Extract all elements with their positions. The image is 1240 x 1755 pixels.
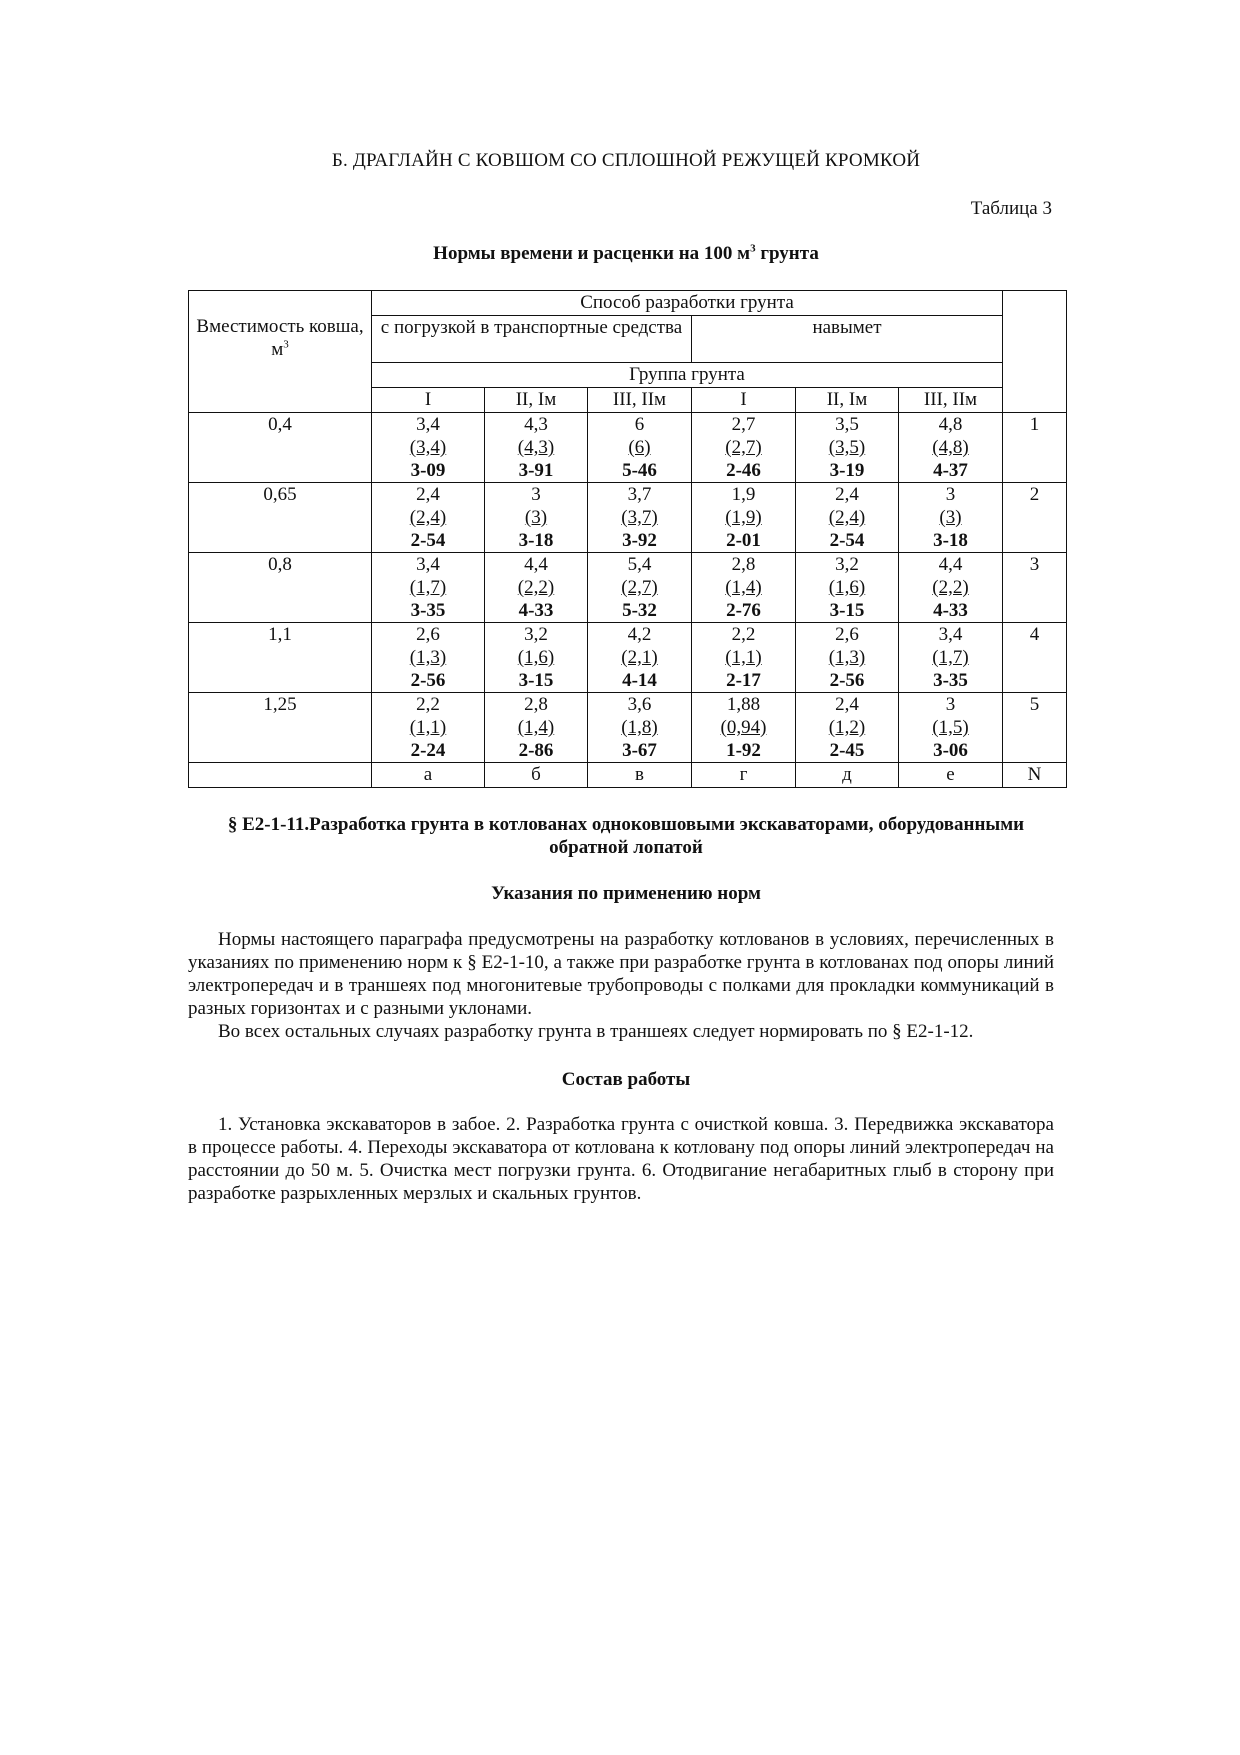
norm-rate: 2-01	[726, 530, 761, 551]
norm-time-machine: (2,4)	[828, 507, 866, 528]
norm-rate: 2-45	[829, 740, 865, 761]
norm-rate: 4-33	[933, 600, 968, 621]
norm-time-machine: (1,8)	[621, 717, 658, 738]
composition-text	[188, 1113, 1054, 1205]
norm-time: 3,4	[416, 554, 440, 575]
norm-time-machine: (1,3)	[828, 647, 866, 668]
norm-time: 2,4	[835, 694, 859, 715]
norm-cell	[796, 693, 899, 763]
norm-time: 3,7	[627, 484, 652, 505]
norm-time: 3,5	[835, 414, 859, 435]
table-caption-superscript: 3	[750, 242, 756, 255]
table-caption-text: Нормы времени и расценки на 100 м	[433, 243, 751, 264]
norm-cell	[796, 553, 899, 623]
norm-time-machine: (2,2)	[932, 577, 969, 598]
norm-rate: 3-18	[933, 530, 968, 551]
norm-cell	[692, 413, 796, 483]
column-letter: в	[588, 763, 692, 788]
norm-cell	[485, 413, 588, 483]
column-letter: а	[372, 763, 485, 788]
table-row	[189, 553, 1067, 623]
table-row	[189, 693, 1067, 763]
norm-time: 4,2	[627, 624, 652, 645]
norm-time: 6	[634, 414, 645, 435]
norm-cell	[796, 623, 899, 693]
number-header-cell	[1003, 291, 1067, 413]
norm-cell	[692, 693, 796, 763]
norm-rate: 3-92	[622, 530, 657, 551]
norm-rate: 5-32	[622, 600, 657, 621]
norm-time: 4,4	[938, 554, 963, 575]
norm-cell	[692, 553, 796, 623]
norm-time: 4,4	[524, 554, 548, 575]
norm-time: 3	[531, 484, 541, 505]
norm-rate: 3-15	[518, 670, 554, 691]
paragraph-title: § Е2-1-11.Разработка грунта в котлованах одноковшовыми экскаваторами, оборудованными обратной лопатой	[227, 814, 1025, 858]
norm-cell	[372, 413, 485, 483]
norm-rate: 2-24	[410, 740, 446, 761]
norm-cell	[588, 623, 692, 693]
norm-cell	[485, 553, 588, 623]
row-number-cell: 4	[1003, 623, 1067, 693]
norm-time-machine: (1,9)	[725, 507, 762, 528]
row-number-cell: 5	[1003, 693, 1067, 763]
group-label: II, Iм	[796, 388, 899, 413]
norm-rate: 4-37	[933, 460, 968, 481]
norm-rate: 2-86	[518, 740, 554, 761]
norm-rate: 4-33	[518, 600, 554, 621]
column-letter: е	[899, 763, 1003, 788]
norm-cell	[899, 623, 1003, 693]
norm-time: 3	[945, 484, 956, 505]
norm-cell	[899, 413, 1003, 483]
norm-time: 3,4	[416, 414, 440, 435]
norm-time-machine: (1,4)	[725, 577, 762, 598]
norm-time: 3,2	[524, 624, 548, 645]
n-label: N	[1003, 763, 1067, 788]
empty-cell	[189, 763, 372, 788]
norm-cell	[485, 693, 588, 763]
table-row	[189, 623, 1067, 693]
norm-time: 3	[945, 694, 956, 715]
norm-time-machine: (2,7)	[725, 437, 762, 458]
norm-rate: 1-92	[726, 740, 761, 761]
table-caption-tail: грунта	[755, 243, 819, 264]
norm-rate: 2-54	[829, 530, 865, 551]
norm-time: 2,4	[416, 484, 440, 505]
norm-cell	[372, 553, 485, 623]
norm-time: 2,2	[416, 694, 440, 715]
row-number-cell: 3	[1003, 553, 1067, 623]
table-row	[189, 413, 1067, 483]
norm-time-machine: (3,5)	[828, 437, 866, 458]
capacity-cell: 0,4	[189, 413, 372, 483]
norm-rate: 2-56	[410, 670, 446, 691]
norm-rate: 3-67	[622, 740, 657, 761]
instructions-paragraph-2: Во всех остальных случаях разработку грунта в траншеях следует нормировать по § Е2-1-12.	[218, 1021, 974, 1042]
table-row	[189, 483, 1067, 553]
norm-rate: 3-91	[518, 460, 554, 481]
norm-time: 2,4	[835, 484, 859, 505]
group-label: I	[372, 388, 485, 413]
instructions-text	[188, 928, 1054, 1043]
norm-time-machine: (2,1)	[621, 647, 658, 668]
norm-time-machine: (1,1)	[409, 717, 447, 738]
norm-cell	[372, 483, 485, 553]
instructions-title: Указания по применению норм	[491, 883, 761, 904]
capacity-header-superscript: 3	[283, 338, 289, 351]
norm-cell	[692, 483, 796, 553]
composition-title: Состав работы	[561, 1069, 691, 1090]
method-loading-header: с погрузкой в транспортные средства	[372, 316, 692, 363]
column-letter: д	[796, 763, 899, 788]
capacity-cell: 0,8	[189, 553, 372, 623]
norm-rate: 3-19	[829, 460, 865, 481]
group-label: II, Iм	[485, 388, 588, 413]
method-header: Способ разработки грунта	[372, 291, 1003, 316]
norm-rate: 2-76	[726, 600, 761, 621]
norm-cell	[588, 483, 692, 553]
norm-time-machine: (2,7)	[621, 577, 658, 598]
norm-rate: 3-18	[518, 530, 554, 551]
column-letters-row	[189, 763, 1067, 788]
capacity-header	[189, 291, 372, 413]
norm-time: 2,8	[731, 554, 756, 575]
group-header: Группа грунта	[372, 363, 1003, 388]
norm-time-machine: (1,3)	[409, 647, 447, 668]
norm-rate: 3-09	[410, 460, 446, 481]
norm-rate: 2-54	[410, 530, 446, 551]
table-caption	[188, 243, 1064, 265]
row-number-cell: 1	[1003, 413, 1067, 483]
norm-cell	[372, 693, 485, 763]
row-number-cell: 2	[1003, 483, 1067, 553]
capacity-cell: 0,65	[189, 483, 372, 553]
norm-cell	[588, 413, 692, 483]
norm-cell	[485, 623, 588, 693]
norm-time-machine: (3)	[524, 507, 548, 528]
norm-cell	[588, 693, 692, 763]
norm-cell	[692, 623, 796, 693]
column-letter: б	[485, 763, 588, 788]
norm-time-machine: (2,2)	[517, 577, 555, 598]
norm-cell	[899, 553, 1003, 623]
norm-cell	[899, 693, 1003, 763]
norm-time: 3,6	[627, 694, 652, 715]
norm-time-machine: (1,5)	[932, 717, 969, 738]
norm-time-machine: (1,7)	[932, 647, 969, 668]
capacity-header-text: Вместимость ковша, м	[196, 316, 364, 360]
norm-time-machine: (3,4)	[409, 437, 447, 458]
norm-rate: 2-46	[726, 460, 761, 481]
norm-time: 4,8	[938, 414, 963, 435]
norm-time-machine: (1,6)	[517, 647, 555, 668]
capacity-cell: 1,25	[189, 693, 372, 763]
norm-cell	[485, 483, 588, 553]
norm-time-machine: (6)	[628, 437, 651, 458]
norm-rate: 4-14	[622, 670, 657, 691]
norm-time-machine: (4,3)	[517, 437, 555, 458]
capacity-cell: 1,1	[189, 623, 372, 693]
norm-time: 2,2	[731, 624, 756, 645]
norm-time-machine: (1,6)	[828, 577, 866, 598]
norm-time: 2,7	[731, 414, 756, 435]
column-letter: г	[692, 763, 796, 788]
norm-time-machine: (0,94)	[720, 717, 767, 738]
norm-cell	[899, 483, 1003, 553]
norm-time-machine: (3,7)	[621, 507, 658, 528]
norm-cell	[372, 623, 485, 693]
method-dump-header: навымет	[692, 316, 1003, 363]
norm-time: 2,8	[524, 694, 548, 715]
norm-time: 1,88	[726, 694, 761, 715]
norm-time-machine: (1,4)	[517, 717, 555, 738]
norm-cell	[588, 553, 692, 623]
norm-cell	[796, 483, 899, 553]
norm-rate: 2-17	[726, 670, 761, 691]
norm-time: 4,3	[524, 414, 548, 435]
norm-time-machine: (3)	[939, 507, 962, 528]
norm-time-machine: (4,8)	[932, 437, 969, 458]
norm-time-machine: (1,1)	[725, 647, 762, 668]
norms-table	[188, 290, 1067, 788]
norm-time: 5,4	[627, 554, 652, 575]
group-label: I	[692, 388, 796, 413]
norm-rate: 5-46	[622, 460, 657, 481]
section-heading: Б. ДРАГЛАЙН С КОВШОМ СО СПЛОШНОЙ РЕЖУЩЕЙ КРОМКОЙ	[331, 150, 921, 171]
norm-time: 2,6	[835, 624, 859, 645]
norm-time-machine: (2,4)	[409, 507, 447, 528]
group-label: III, IIм	[588, 388, 692, 413]
norm-time-machine: (1,2)	[828, 717, 866, 738]
norm-time: 2,6	[416, 624, 440, 645]
norm-time: 1,9	[731, 484, 756, 505]
instructions-paragraph-1: Нормы настоящего параграфа предусмотрены на разработку котлованов в условиях, перечисленных в указаниях по применению норм к § Е2-1-10, а также при разработке грунта в котлованах под опоры линий электропередач и в траншеях под многонитевые трубопроводы с полками для прокладки коммуникаций в разных горизонтах и с разными уклонами.	[188, 929, 1054, 1019]
norm-rate: 2-56	[829, 670, 865, 691]
norm-time: 3,2	[835, 554, 859, 575]
table-label: Таблица 3	[970, 198, 1052, 219]
norm-time-machine: (1,7)	[409, 577, 447, 598]
norm-rate: 3-06	[933, 740, 968, 761]
norm-time: 3,4	[938, 624, 963, 645]
group-label: III, IIм	[899, 388, 1003, 413]
norm-rate: 3-35	[410, 600, 446, 621]
norm-cell	[796, 413, 899, 483]
norm-rate: 3-35	[933, 670, 968, 691]
norm-rate: 3-15	[829, 600, 865, 621]
composition-paragraph: 1. Установка экскаваторов в забое. 2. Разработка грунта с очисткой ковша. 3. Передвижка экскаватора в процессе работы. 4. Переходы экскаватора от котлована к котловану под опоры линий электропередач на расстоянии до 50 м. 5. Очистка мест погрузки грунта. 6. Отодвигание негабаритных глыб в сторону при разработке разрыхленных мерзлых и скальных грунтов.	[188, 1114, 1054, 1204]
